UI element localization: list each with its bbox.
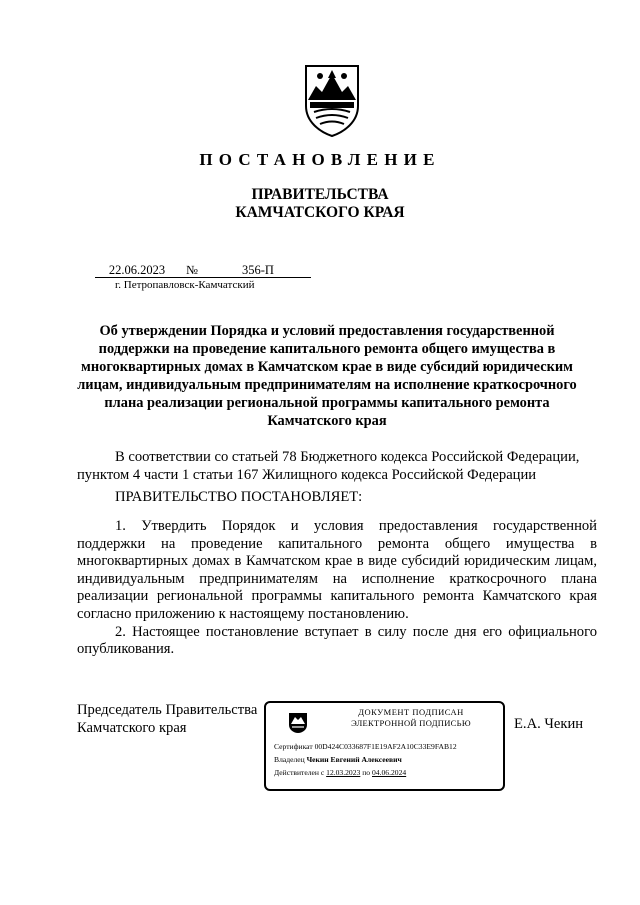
coat-of-arms-emblem [300, 62, 364, 138]
signatory-position-line-1: Председатель Правительства [77, 702, 258, 718]
resolution-item-1: 1. Утвердить Порядок и условия предоставления государственной поддержки на проведение капитального ремонта общего имущества в многоквартирных домах в Камчатском крае в виде субсидий юридическим лицам, индивидуальным предпринимателям на исполнение краткосрочного плана реализации региональной программы капитального ремонта Камчатского края согласно приложению к настоящему постановлению. [77, 518, 597, 622]
document-date: 22.06.2023 [95, 263, 179, 278]
number-sign: № [179, 263, 205, 278]
preamble [77, 449, 597, 484]
document-type-title: ПОСТАНОВЛЕНИЕ [199, 150, 441, 169]
owner-label: Владелец [274, 755, 305, 764]
signatory-position [77, 702, 257, 737]
stamp-heading-1: ДОКУМЕНТ ПОДПИСАН [358, 707, 464, 717]
resolution-item-2: 2. Настоящее постановление вступает в силу после дня его официального опубликования. [77, 623, 597, 658]
preamble-line-2: пунктом 4 части 1 статьи 167 Жилищного кодекса Российской Федерации [77, 466, 537, 483]
owner-value: Чекин Евгений Алексеевич [306, 755, 402, 764]
resolution-heading: ПРАВИТЕЛЬСТВО ПОСТАНОВЛЯЕТ: [115, 489, 363, 505]
valid-to: 04.06.2024 [372, 768, 407, 777]
issuer-line-2: КАМЧАТСКОГО КРАЯ [235, 204, 405, 221]
valid-from: 12.03.2023 [326, 768, 361, 777]
stamp-emblem-icon [288, 712, 308, 734]
resolution-items [77, 518, 597, 659]
stamp-owner [274, 755, 402, 764]
valid-to-label: по [362, 768, 371, 777]
date-number-line [95, 263, 311, 278]
document-subject: Об утверждении Порядка и условий предоставления государственной поддержки на проведение капитального ремонта общего имущества в многоквартирных домах в Камчатском крае в виде субсидий юридическим лицам, индивидуальным предпринимателям на исполнение краткосрочного плана реализации региональной программы капитального ремонта Камчатского края [77, 323, 577, 429]
preamble-line-1: В соответствии со статьей 78 Бюджетного кодекса Российской Федерации, [115, 449, 580, 465]
stamp-heading-2: ЭЛЕКТРОННОЙ ПОДПИСЬЮ [351, 718, 471, 728]
electronic-signature-stamp [264, 701, 505, 791]
place-of-issue: г. Петропавловск-Камчатский [115, 279, 255, 291]
signatory-position-line-2: Камчатского края [77, 719, 187, 736]
document-number: 356-П [205, 263, 311, 278]
issuer-line-1: ПРАВИТЕЛЬСТВА [251, 186, 389, 203]
cert-value: 00D424C033687F1E19AF2A10C33E9FAB12 [314, 742, 457, 751]
valid-label: Действителен с [274, 768, 325, 777]
signatory-name: Е.А. Чекин [514, 716, 584, 732]
stamp-certificate [274, 742, 457, 751]
cert-label: Сертификат [274, 742, 313, 751]
stamp-validity [274, 768, 406, 777]
